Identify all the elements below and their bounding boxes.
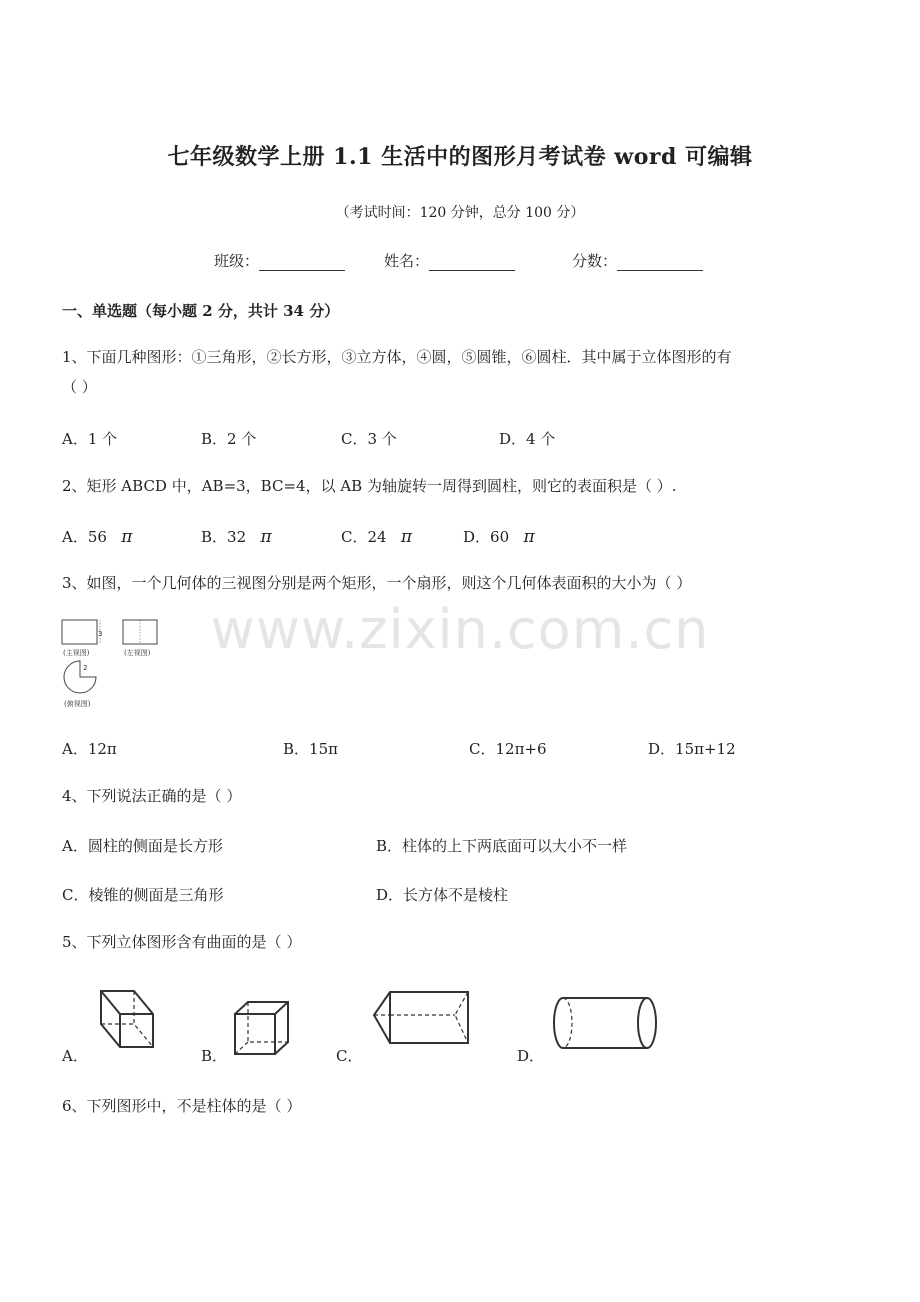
q4-option-a[interactable]: A．圆柱的侧面是长方形 xyxy=(62,837,223,855)
q3-option-d[interactable]: D．15π+12 xyxy=(648,740,736,758)
dim-label-3: 3 xyxy=(98,630,103,638)
q1-option-c[interactable]: C．3 个 xyxy=(341,430,397,448)
q1-option-d[interactable]: D．4 个 xyxy=(499,430,556,448)
q2-option-b-label: B．32 xyxy=(201,528,247,546)
q5-option-a[interactable]: A． xyxy=(62,1047,88,1065)
pi-symbol: π xyxy=(260,527,272,547)
question-6-stem: 6、下列图形中，不是柱体的是（ ） xyxy=(62,1097,302,1115)
question-4-stem: 4、下列说法正确的是（ ） xyxy=(62,787,242,805)
q4-option-d[interactable]: D．长方体不是棱柱 xyxy=(376,886,509,904)
q5-figure-a-cube xyxy=(101,991,153,1047)
q1-option-a[interactable]: A．1 个 xyxy=(62,430,118,448)
q4-option-b[interactable]: B．柱体的上下两底面可以大小不一样 xyxy=(376,837,628,855)
question-5-stem: 5、下列立体图形含有曲面的是（ ） xyxy=(62,933,302,951)
q5-option-d[interactable]: D． xyxy=(517,1047,545,1065)
watermark: www.zixin.com.cn xyxy=(210,598,710,661)
q3-option-b[interactable]: B．15π xyxy=(283,740,338,758)
pi-symbol: π xyxy=(523,527,535,547)
q5-option-c[interactable]: C． xyxy=(336,1047,363,1065)
q2-option-d-label: D．60 xyxy=(463,528,510,546)
q1-option-b[interactable]: B．2 个 xyxy=(201,430,257,448)
score-label: 分数： xyxy=(572,252,618,270)
dim-label-2: 2 xyxy=(83,664,88,672)
q5-option-b[interactable]: B． xyxy=(201,1047,228,1065)
q4-option-c[interactable]: C．棱锥的侧面是三角形 xyxy=(62,886,224,904)
q5-figure-d-cylinder xyxy=(554,998,656,1048)
class-label: 班级： xyxy=(214,252,260,270)
q3-option-a[interactable]: A．12π xyxy=(62,740,117,758)
q5-figure-b-cube xyxy=(235,1002,288,1054)
top-view xyxy=(64,661,96,708)
question-2-stem: 2、矩形 ABCD 中，AB=3，BC=4，以 AB 为轴旋转一周得到圆柱，则它的表面积是（ ）. xyxy=(62,477,677,495)
left-view-caption: (左视图) xyxy=(124,649,151,657)
question-3-stem: 3、如图，一个几何体的三视图分别是两个矩形，一个扇形，则这个几何体表面积的大小为（ ） xyxy=(62,574,692,592)
q3-option-c[interactable]: C．12π+6 xyxy=(469,740,547,758)
front-view-caption: (主视图) xyxy=(63,649,90,657)
exam-info: （考试时间：120 分钟，总分 100 分） xyxy=(335,205,585,221)
pi-symbol: π xyxy=(121,527,133,547)
question-1-stem: 1、下面几种图形：①三角形，②长方形，③立方体，④圆，⑤圆锥，⑥圆柱．其中属于立体图形的有 xyxy=(62,348,732,366)
section-heading: 一、单选题（每小题 2 分，共计 34 分） xyxy=(62,302,340,320)
pi-symbol: π xyxy=(400,527,413,547)
q5-figure-c-prism xyxy=(374,992,468,1043)
question-1-blank: （ ） xyxy=(62,378,97,396)
q2-option-c-label: C．24 xyxy=(341,528,387,546)
q2-option-a-label: A．56 xyxy=(62,528,107,546)
page-title: 七年级数学上册 1.1 生活中的图形月考试卷 word 可编辑 xyxy=(167,144,753,170)
top-view-caption: (俯视图) xyxy=(64,700,91,708)
name-label: 姓名： xyxy=(384,252,430,270)
